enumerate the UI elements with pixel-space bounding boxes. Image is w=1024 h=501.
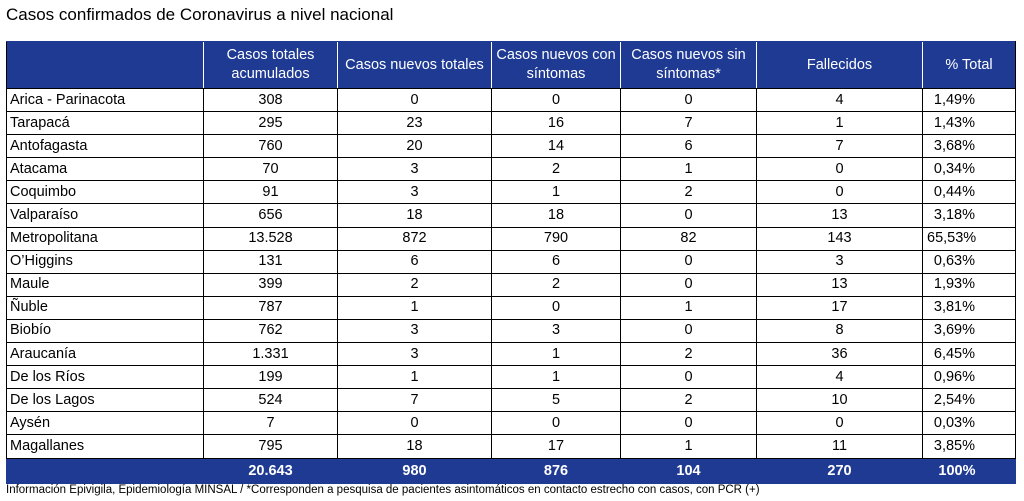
cases-table	[6, 41, 1016, 484]
cell-new-symptomatic: 1	[492, 181, 621, 204]
cell-region: Coquimbo	[7, 181, 204, 204]
cell-new-cases: 23	[338, 112, 492, 135]
cell-deaths: 10	[757, 389, 923, 412]
cell-new-asymptomatic: 7	[621, 112, 757, 135]
cell-new-cases: 3	[338, 343, 492, 366]
cell-new-asymptomatic: 2	[621, 181, 757, 204]
cell-deaths: 8	[757, 319, 923, 342]
cell-new-asymptomatic: 1	[621, 158, 757, 181]
cell-total-cases: 91	[204, 181, 338, 204]
cell-new-asymptomatic: 0	[621, 412, 757, 435]
header-cell-deaths: Fallecidos	[757, 42, 923, 89]
cell-total-cases: 524	[204, 389, 338, 412]
cell-new-cases: 872	[338, 227, 492, 250]
cell-new-cases: 2	[338, 273, 492, 296]
cell-deaths: 0	[757, 412, 923, 435]
cell-new-cases: 1	[338, 366, 492, 389]
cell-percent-total: 3,68%	[923, 135, 1016, 158]
cell-new-symptomatic: 17	[492, 435, 621, 458]
cell-new-symptomatic: 790	[492, 227, 621, 250]
totals-cell-percent-total: 100%	[923, 458, 1016, 484]
cell-total-cases: 1.331	[204, 343, 338, 366]
table-row	[7, 273, 1016, 296]
totals-row	[7, 458, 1016, 484]
cell-total-cases: 308	[204, 89, 338, 112]
cell-deaths: 0	[757, 181, 923, 204]
cell-region: Valparaíso	[7, 204, 204, 227]
cell-new-cases: 18	[338, 204, 492, 227]
cell-deaths: 4	[757, 366, 923, 389]
cell-region: Antofagasta	[7, 135, 204, 158]
table-row	[7, 204, 1016, 227]
cell-new-asymptomatic: 0	[621, 89, 757, 112]
cell-new-cases: 6	[338, 250, 492, 273]
table-row	[7, 296, 1016, 319]
cell-new-asymptomatic: 0	[621, 273, 757, 296]
cell-new-cases: 3	[338, 158, 492, 181]
cell-percent-total: 2,54%	[923, 389, 1016, 412]
cell-percent-total: 3,69%	[923, 319, 1016, 342]
cell-new-asymptomatic: 0	[621, 204, 757, 227]
cell-deaths: 13	[757, 273, 923, 296]
cell-region: Ñuble	[7, 296, 204, 319]
table-row	[7, 227, 1016, 250]
totals-cell-new-asymptomatic: 104	[621, 458, 757, 484]
cell-total-cases: 656	[204, 204, 338, 227]
cell-deaths: 11	[757, 435, 923, 458]
cell-new-asymptomatic: 1	[621, 435, 757, 458]
cell-new-symptomatic: 6	[492, 250, 621, 273]
cell-new-symptomatic: 1	[492, 366, 621, 389]
cell-new-cases: 18	[338, 435, 492, 458]
cell-new-cases: 7	[338, 389, 492, 412]
cell-total-cases: 399	[204, 273, 338, 296]
cell-region: Metropolitana	[7, 227, 204, 250]
table-row	[7, 181, 1016, 204]
cell-new-asymptomatic: 82	[621, 227, 757, 250]
table-row	[7, 412, 1016, 435]
totals-cell-total-cases: 20.643	[204, 458, 338, 484]
cell-total-cases: 199	[204, 366, 338, 389]
header-cell-new-asymptomatic: Casos nuevos sin síntomas*	[621, 42, 757, 89]
header-cell-total-cases: Casos totales acumulados	[204, 42, 338, 89]
cell-deaths: 13	[757, 204, 923, 227]
cell-total-cases: 295	[204, 112, 338, 135]
cell-percent-total: 1,49%	[923, 89, 1016, 112]
cell-new-symptomatic: 1	[492, 343, 621, 366]
cell-percent-total: 3,18%	[923, 204, 1016, 227]
cell-percent-total: 0,03%	[923, 412, 1016, 435]
cell-new-symptomatic: 5	[492, 389, 621, 412]
footnote: Información Epivigila, Epidemiología MINSAL / *Corresponden a pesquisa de pacientes asintomáticos en contacto estrecho con casos, con PCR (+)	[6, 484, 760, 496]
cell-total-cases: 762	[204, 319, 338, 342]
cell-new-asymptomatic: 2	[621, 343, 757, 366]
table-footer	[7, 458, 1016, 484]
cell-new-cases: 1	[338, 296, 492, 319]
cell-deaths: 1	[757, 112, 923, 135]
cell-new-asymptomatic: 0	[621, 250, 757, 273]
cell-new-cases: 0	[338, 412, 492, 435]
cell-new-cases: 0	[338, 89, 492, 112]
cell-new-symptomatic: 0	[492, 412, 621, 435]
cell-total-cases: 13.528	[204, 227, 338, 250]
cell-percent-total: 65,53%	[923, 227, 1016, 250]
cell-total-cases: 7	[204, 412, 338, 435]
table-row	[7, 343, 1016, 366]
cell-new-symptomatic: 3	[492, 319, 621, 342]
cell-percent-total: 1,43%	[923, 112, 1016, 135]
cell-region: Aysén	[7, 412, 204, 435]
cell-region: O’Higgins	[7, 250, 204, 273]
cell-region: Magallanes	[7, 435, 204, 458]
table-row	[7, 319, 1016, 342]
cell-new-asymptomatic: 1	[621, 296, 757, 319]
table-row	[7, 112, 1016, 135]
cell-region: Tarapacá	[7, 112, 204, 135]
cell-new-cases: 20	[338, 135, 492, 158]
cell-percent-total: 0,34%	[923, 158, 1016, 181]
cell-new-cases: 3	[338, 319, 492, 342]
cell-total-cases: 70	[204, 158, 338, 181]
cell-deaths: 36	[757, 343, 923, 366]
table-row	[7, 389, 1016, 412]
page-title: Casos confirmados de Coronavirus a nivel nacional	[6, 5, 394, 24]
cell-percent-total: 6,45%	[923, 343, 1016, 366]
cell-percent-total: 3,85%	[923, 435, 1016, 458]
table-row	[7, 89, 1016, 112]
cell-percent-total: 0,44%	[923, 181, 1016, 204]
cell-region: Atacama	[7, 158, 204, 181]
cell-region: De los Ríos	[7, 366, 204, 389]
cell-new-symptomatic: 18	[492, 204, 621, 227]
totals-cell-new-symptomatic: 876	[492, 458, 621, 484]
table-body	[7, 89, 1016, 459]
table-row	[7, 366, 1016, 389]
table-header	[7, 42, 1016, 89]
cell-new-symptomatic: 0	[492, 89, 621, 112]
table-row	[7, 250, 1016, 273]
totals-cell-deaths: 270	[757, 458, 923, 484]
cell-percent-total: 0,63%	[923, 250, 1016, 273]
header-cell-new-cases: Casos nuevos totales	[338, 42, 492, 89]
cell-region: Maule	[7, 273, 204, 296]
cell-percent-total: 1,93%	[923, 273, 1016, 296]
cell-new-asymptomatic: 0	[621, 366, 757, 389]
cell-new-symptomatic: 2	[492, 158, 621, 181]
header-row	[7, 42, 1016, 89]
table-row	[7, 158, 1016, 181]
cell-total-cases: 760	[204, 135, 338, 158]
cell-new-asymptomatic: 6	[621, 135, 757, 158]
totals-cell-label	[7, 458, 204, 484]
cell-new-asymptomatic: 0	[621, 319, 757, 342]
cell-percent-total: 0,96%	[923, 366, 1016, 389]
cell-region: Biobío	[7, 319, 204, 342]
cell-deaths: 17	[757, 296, 923, 319]
cell-deaths: 143	[757, 227, 923, 250]
cell-total-cases: 131	[204, 250, 338, 273]
table-row	[7, 435, 1016, 458]
cell-new-symptomatic: 16	[492, 112, 621, 135]
cell-total-cases: 787	[204, 296, 338, 319]
totals-cell-new-cases: 980	[338, 458, 492, 484]
cell-region: Arica - Parinacota	[7, 89, 204, 112]
cell-deaths: 3	[757, 250, 923, 273]
cell-new-asymptomatic: 2	[621, 389, 757, 412]
header-cell-new-symptomatic: Casos nuevos con síntomas	[492, 42, 621, 89]
cell-percent-total: 3,81%	[923, 296, 1016, 319]
cell-deaths: 7	[757, 135, 923, 158]
cell-deaths: 0	[757, 158, 923, 181]
cell-new-symptomatic: 0	[492, 296, 621, 319]
cell-new-symptomatic: 14	[492, 135, 621, 158]
header-cell-region	[7, 42, 204, 89]
cell-region: De los Lagos	[7, 389, 204, 412]
cell-new-symptomatic: 2	[492, 273, 621, 296]
table-row	[7, 135, 1016, 158]
cell-total-cases: 795	[204, 435, 338, 458]
cell-new-cases: 3	[338, 181, 492, 204]
cell-region: Araucanía	[7, 343, 204, 366]
header-cell-percent-total: % Total	[923, 42, 1016, 89]
cell-deaths: 4	[757, 89, 923, 112]
